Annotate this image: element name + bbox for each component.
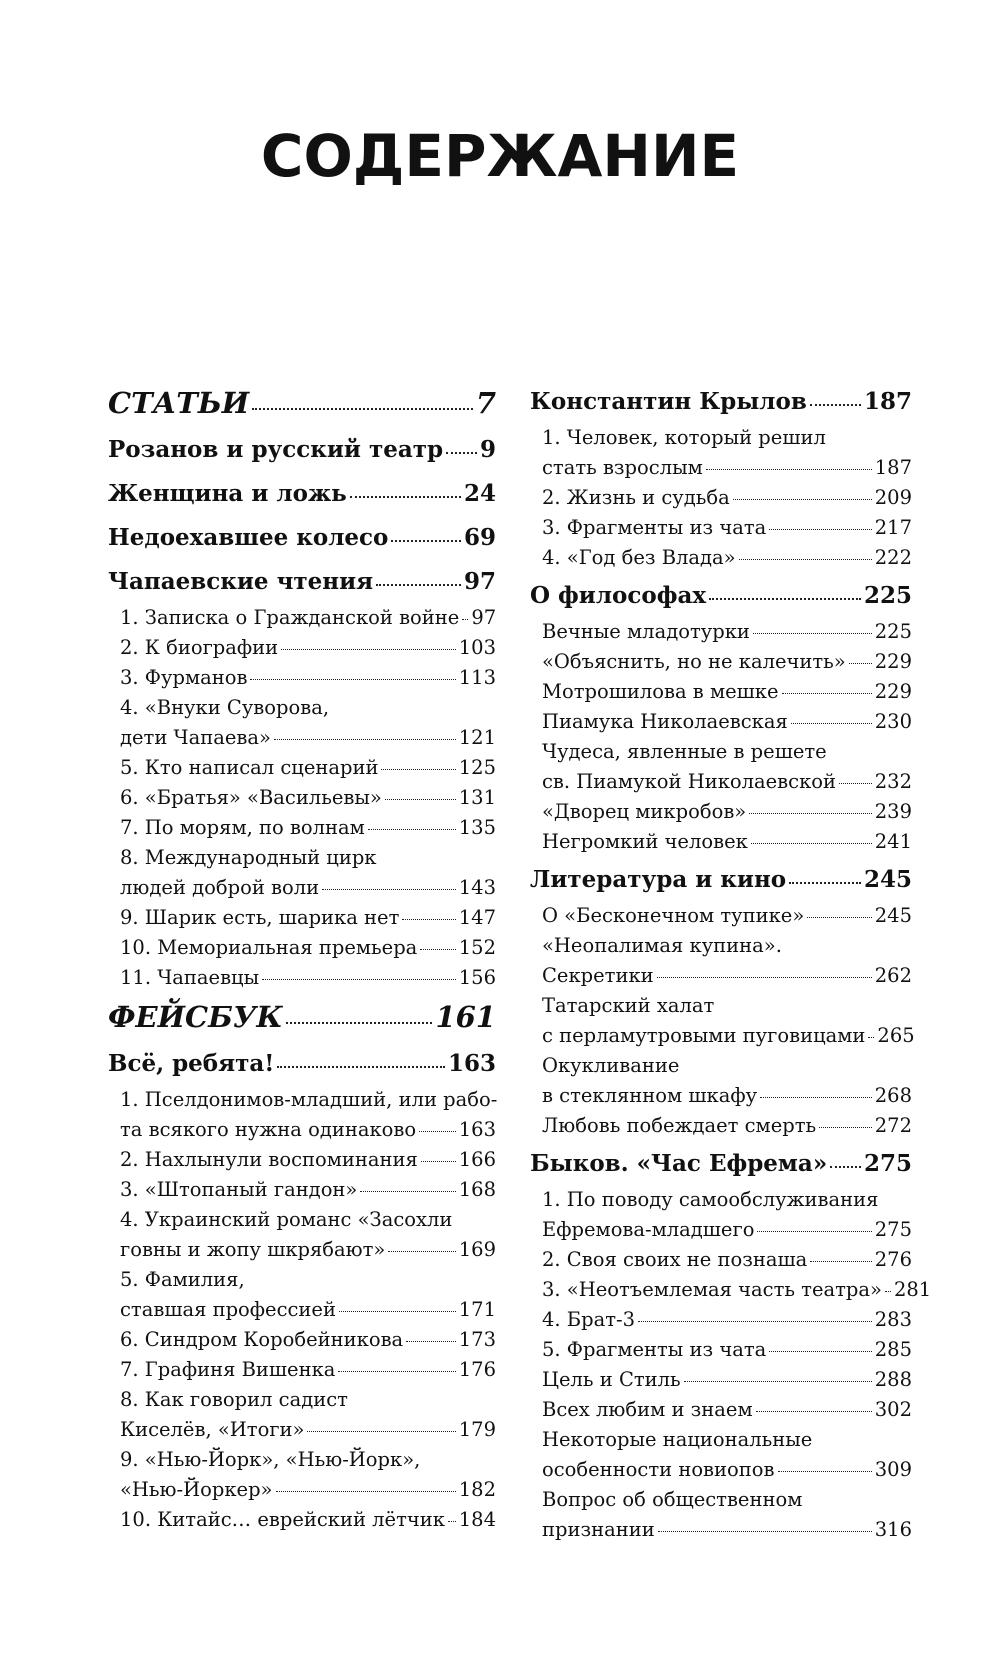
toc-entry[interactable] [108, 846, 496, 906]
dot-leader [769, 529, 871, 530]
entry-row [530, 1458, 912, 1488]
entry-title-line: 3. Фурманов [120, 666, 248, 689]
dot-leader [749, 813, 872, 814]
entry-title-line: 3. Фрагменты из чата [542, 516, 767, 539]
entry-title-line: 1. Пселдонимов-младший, или рабо- [120, 1088, 498, 1111]
dot-leader [421, 1161, 456, 1162]
entry-title-line: признании [542, 1518, 655, 1541]
page-number: 187 [874, 456, 912, 479]
entry-title-line: 2. К биографии [120, 636, 279, 659]
toc-entry[interactable] [530, 710, 912, 740]
page-number: 169 [458, 1238, 496, 1261]
toc-entry[interactable] [530, 1248, 912, 1278]
dot-leader [810, 404, 861, 406]
entry-row [530, 1024, 915, 1054]
toc-entry[interactable] [530, 1308, 912, 1338]
entry-title-line: 3. «Неотъемлемая часть театра» [542, 1278, 882, 1301]
page-number: 302 [874, 1398, 912, 1421]
dot-leader [307, 1431, 455, 1432]
entry-title-line: 9. «Нью-Йорк», «Нью-Йорк», [120, 1448, 421, 1471]
dot-leader [252, 408, 473, 410]
entry-title-line: Негромкий человек [542, 830, 748, 853]
toc-entry[interactable] [530, 680, 912, 710]
dot-leader [419, 1131, 456, 1132]
entry-row [530, 770, 912, 800]
toc-entry[interactable] [530, 1368, 912, 1398]
toc-entry[interactable] [530, 486, 912, 516]
entry-title: О философах [530, 582, 707, 609]
toc-entry[interactable] [530, 1188, 912, 1248]
entry-title-line: с перламутровыми пуговицами [542, 1024, 866, 1047]
page-number: 229 [874, 650, 912, 673]
toc-heading[interactable] [530, 388, 912, 426]
dot-leader [368, 829, 456, 830]
entry-title-line: 8. Как говорил садист [120, 1388, 348, 1411]
dot-leader [819, 1127, 872, 1128]
entry-row [108, 906, 496, 936]
entry-title-line: 2. Нахлынули воспоминания [120, 1148, 418, 1171]
entry-row [108, 1478, 496, 1508]
entry-title-line: 3. «Штопаный гандон» [120, 1178, 358, 1201]
dot-leader [638, 1321, 872, 1322]
toc-entry[interactable] [530, 1398, 912, 1428]
toc-entry[interactable] [530, 650, 912, 680]
toc-entry[interactable] [108, 636, 496, 666]
toc-entry[interactable] [108, 1268, 496, 1328]
dot-leader [462, 619, 468, 620]
entry-row [108, 786, 496, 816]
entry-row [108, 816, 496, 846]
entry-title-line: 8. Международный цирк [120, 846, 377, 869]
dot-leader [810, 1261, 872, 1262]
entry-row [530, 1278, 932, 1308]
entry-row [108, 726, 496, 756]
entry-row [530, 904, 912, 934]
dot-leader [286, 1022, 433, 1024]
dot-leader [658, 1531, 872, 1532]
entry-row [108, 936, 496, 966]
entry-row [108, 1328, 496, 1358]
toc-left-column [108, 382, 496, 1538]
entry-title-line: стать взрослым [542, 456, 703, 479]
page-number: 275 [863, 1150, 912, 1177]
entry-title: Недоехавшее колесо [108, 524, 389, 551]
entry-title-line: 4. Украинский романс «Засохли [120, 1208, 453, 1231]
dot-leader [446, 452, 477, 454]
page-number: 125 [458, 756, 496, 779]
dot-leader [782, 693, 872, 694]
page-number: 166 [458, 1148, 496, 1171]
entry-row [530, 1338, 912, 1368]
entry-row [530, 1084, 912, 1114]
entry-title-line: Всех любим и знаем [542, 1398, 753, 1421]
entry-title-line: 4. «Год без Влада» [542, 546, 736, 569]
entry-title-line: 1. По поводу самообслуживания [542, 1188, 879, 1211]
page-number: 161 [435, 1000, 496, 1034]
dot-leader [391, 540, 461, 542]
page-number: 179 [458, 1418, 496, 1441]
dot-leader [709, 598, 861, 600]
entry-title-line: в стеклянном шкафу [542, 1084, 758, 1107]
page-title: СОДЕРЖАНИЕ [260, 122, 740, 190]
dot-leader [849, 663, 872, 664]
entry-row [108, 1178, 496, 1208]
toc-entry[interactable] [108, 906, 496, 936]
entry-row [530, 1368, 912, 1398]
dot-leader [733, 499, 872, 500]
dot-leader [757, 1231, 871, 1232]
entry-title-line: 5. Кто написал сценарий [120, 756, 379, 779]
page-number: 97 [463, 568, 496, 595]
toc-entry[interactable] [530, 426, 912, 486]
toc-entry[interactable] [530, 1054, 912, 1114]
dot-leader [778, 1471, 872, 1472]
entry-title-line: 2. Своя своих не познаша [542, 1248, 808, 1271]
dot-leader [885, 1291, 891, 1292]
entry-title-line: Вопрос об общественном [542, 1488, 803, 1511]
dot-leader [322, 889, 456, 890]
toc-entry[interactable] [530, 516, 912, 546]
entry-row [108, 636, 496, 666]
toc-entry[interactable] [530, 830, 912, 860]
page-number: 176 [458, 1358, 496, 1381]
entry-title-line: св. Пиамукой Николаевской [542, 770, 836, 793]
toc-entry[interactable] [108, 966, 496, 996]
page-number: 147 [458, 906, 496, 929]
entry-title-line: 7. Графиня Вишенка [120, 1358, 336, 1381]
page-number: 232 [874, 770, 912, 793]
entry-title-line: Цель и Стиль [542, 1368, 681, 1391]
dot-leader [769, 1351, 871, 1352]
page-number: 171 [458, 1298, 496, 1321]
entry-row [108, 1358, 496, 1388]
toc-heading[interactable] [530, 1150, 912, 1188]
page-number: 182 [458, 1478, 496, 1501]
dot-leader [376, 584, 461, 586]
entry-row [530, 680, 912, 710]
entry-title-line: дети Чапаева» [120, 726, 271, 749]
entry-title: Литература и кино [530, 866, 787, 893]
toc-heading[interactable] [108, 480, 496, 518]
toc-entry[interactable] [108, 1328, 496, 1358]
page-number: 163 [458, 1118, 496, 1141]
entry-row [108, 1118, 496, 1148]
entry-title-line: ставшая профессией [120, 1298, 336, 1321]
entry-title-line: 10. Китайс… еврейский лётчик [120, 1508, 445, 1531]
entry-title-line: Любовь побеждает смерть [542, 1114, 817, 1137]
page-number: 9 [479, 436, 496, 463]
entry-title-line: Вечные младотурки [542, 620, 750, 643]
entry-row [108, 1508, 496, 1538]
dot-leader [739, 559, 872, 560]
entry-row [530, 1114, 912, 1144]
toc-entry[interactable] [108, 1448, 496, 1508]
page-number: 173 [458, 1328, 496, 1351]
entry-title-line: «Нью-Йоркер» [120, 1478, 273, 1501]
entry-title: Чапаевские чтения [108, 568, 374, 595]
page-number: 229 [874, 680, 912, 703]
entry-title-line: 6. «Братья» «Васильевы» [120, 786, 382, 809]
page-number: 241 [874, 830, 912, 853]
entry-title-line: 1. Записка о Гражданской войне [120, 606, 460, 629]
toc-right-column [530, 382, 932, 1548]
page-number: 168 [458, 1178, 496, 1201]
dot-leader [339, 1311, 456, 1312]
page-number: 272 [874, 1114, 912, 1137]
entry-row [108, 1418, 496, 1448]
page-number: 268 [874, 1084, 912, 1107]
entry-title: Розанов и русский театр [108, 436, 444, 463]
entry-title-line: 9. Шарик есть, шарика нет [120, 906, 400, 929]
toc-entry[interactable] [108, 756, 496, 786]
dot-leader [381, 769, 455, 770]
dot-leader [448, 1521, 456, 1522]
entry-row [108, 666, 496, 696]
dot-leader [350, 496, 461, 498]
entry-title-line: «Объяснить, но не калечить» [542, 650, 846, 673]
entry-title-line: 4. «Внуки Суворова, [120, 696, 330, 719]
dot-leader [753, 633, 872, 634]
entry-title: Константин Крылов [530, 388, 807, 415]
toc-entry[interactable] [108, 1088, 496, 1148]
toc-entry[interactable] [530, 994, 915, 1054]
toc-entry[interactable] [108, 936, 496, 966]
page-number: 135 [458, 816, 496, 839]
entry-row [108, 966, 496, 996]
page-number: 69 [463, 524, 496, 551]
entry-title-line: 7. По морям, по волнам [120, 816, 365, 839]
page-number: 184 [458, 1508, 496, 1531]
entry-title-line: людей доброй воли [120, 876, 320, 899]
dot-leader [262, 979, 456, 980]
toc-section[interactable] [108, 386, 496, 430]
toc-heading[interactable] [108, 524, 496, 562]
page-number: 316 [874, 1518, 912, 1541]
page-number: 7 [475, 386, 496, 420]
page-number: 281 [893, 1278, 932, 1301]
page-number: 131 [458, 786, 496, 809]
dot-leader [274, 739, 456, 740]
page-number: 262 [874, 964, 912, 987]
dot-leader [807, 917, 871, 918]
entry-row [108, 1298, 496, 1328]
toc-entry[interactable] [530, 800, 912, 830]
entry-row [530, 650, 912, 680]
entry-title-line: Секретики [542, 964, 654, 987]
page-number: 103 [458, 636, 496, 659]
page-number: 187 [863, 388, 912, 415]
dot-leader [657, 977, 872, 978]
toc-entry[interactable] [530, 740, 912, 800]
toc-heading[interactable] [530, 582, 912, 620]
dot-leader [791, 723, 872, 724]
dot-leader [360, 1191, 455, 1192]
dot-leader [789, 882, 861, 884]
entry-row [530, 1218, 912, 1248]
page-number: 24 [463, 480, 496, 507]
entry-title-line: говны и жопу шкрябают» [120, 1238, 386, 1261]
entry-row [108, 1238, 496, 1268]
page-number: 225 [863, 582, 912, 609]
toc-heading[interactable] [108, 568, 496, 606]
entry-row [530, 1308, 912, 1338]
entry-title-line: Некоторые национальные [542, 1428, 813, 1451]
dot-leader [868, 1037, 874, 1038]
page-number: 245 [874, 904, 912, 927]
dot-leader [277, 1066, 445, 1068]
toc-entry[interactable] [530, 1488, 912, 1548]
entry-title-line: 2. Жизнь и судьба [542, 486, 730, 509]
entry-row [530, 546, 912, 576]
toc-entry[interactable] [530, 1428, 912, 1488]
page-number: 239 [874, 800, 912, 823]
page-number: 275 [874, 1218, 912, 1241]
entry-row [108, 876, 496, 906]
entry-row [530, 1248, 912, 1278]
page-number: 230 [874, 710, 912, 733]
toc-entry[interactable] [108, 606, 496, 636]
entry-title-line: Киселёв, «Итоги» [120, 1418, 305, 1441]
entry-row [530, 800, 912, 830]
dot-leader [706, 469, 872, 470]
page-number: 217 [874, 516, 912, 539]
entry-title-line: 6. Синдром Коробейникова [120, 1328, 404, 1351]
toc-entry[interactable] [108, 816, 496, 846]
toc-entry[interactable] [530, 1338, 912, 1368]
page-number: 288 [874, 1368, 912, 1391]
entry-title: Быков. «Час Ефрема» [530, 1150, 828, 1177]
toc-entry[interactable] [108, 1388, 496, 1448]
toc-entry[interactable] [530, 934, 912, 994]
dot-leader [420, 949, 455, 950]
toc-entry[interactable] [530, 1114, 912, 1144]
page-number: 283 [874, 1308, 912, 1331]
dot-leader [402, 919, 455, 920]
entry-title: Всё, ребята! [108, 1050, 275, 1077]
page-number: 113 [458, 666, 496, 689]
toc-heading[interactable] [108, 436, 496, 474]
toc-heading[interactable] [108, 1050, 496, 1088]
entry-title-line: особенности новиопов [542, 1458, 775, 1481]
entry-title-line: 4. Брат-3 [542, 1308, 636, 1331]
entry-title: СТАТЬИ [108, 386, 250, 420]
entry-title-line: Пиамука Николаевская [542, 710, 788, 733]
toc-entry[interactable] [108, 1358, 496, 1388]
toc-entry[interactable] [108, 786, 496, 816]
toc-entry[interactable] [530, 1278, 932, 1308]
toc-entry[interactable] [108, 1208, 496, 1268]
page-number: 285 [874, 1338, 912, 1361]
entry-title-line: 5. Фамилия, [120, 1268, 245, 1291]
dot-leader [760, 1097, 872, 1098]
toc-entry[interactable] [108, 666, 496, 696]
page-number: 209 [874, 486, 912, 509]
entry-title: ФЕЙСБУК [108, 1000, 283, 1034]
dot-leader [751, 843, 872, 844]
page-number: 222 [874, 546, 912, 569]
entry-row [530, 620, 912, 650]
entry-title-line: Мотрошилова в мешке [542, 680, 779, 703]
entry-row [530, 710, 912, 740]
page-number: 143 [458, 876, 496, 899]
dot-leader [684, 1381, 872, 1382]
toc-entry[interactable] [530, 546, 912, 576]
page-number: 276 [874, 1248, 912, 1271]
dot-leader [830, 1166, 861, 1168]
toc-entry[interactable] [108, 1178, 496, 1208]
toc-entry[interactable] [530, 904, 912, 934]
toc-heading[interactable] [530, 866, 912, 904]
entry-title-line: Ефремова-младшего [542, 1218, 755, 1241]
entry-row [530, 830, 912, 860]
toc-entry[interactable] [530, 620, 912, 650]
entry-row [530, 516, 912, 546]
entry-row [530, 1398, 912, 1428]
toc-entry[interactable] [108, 696, 496, 756]
entry-title-line: 11. Чапаевцы [120, 966, 260, 989]
entry-title-line: 10. Мемориальная премьера [120, 936, 418, 959]
page-number: 225 [874, 620, 912, 643]
entry-title-line: та всякого нужна одинаково [120, 1118, 417, 1141]
dot-leader [756, 1411, 872, 1412]
dot-leader [839, 783, 872, 784]
page-number: 156 [458, 966, 496, 989]
page-number: 245 [863, 866, 912, 893]
entry-row [108, 606, 496, 636]
entry-row [530, 456, 912, 486]
dot-leader [250, 679, 455, 680]
dot-leader [338, 1371, 455, 1372]
entry-row [530, 1518, 912, 1548]
page-number: 121 [458, 726, 496, 749]
entry-row [530, 486, 912, 516]
page-number: 97 [471, 606, 497, 629]
page-number: 309 [874, 1458, 912, 1481]
entry-title-line: Чудеса, явленные в решете [542, 740, 827, 763]
entry-title-line: 1. Человек, который решил [542, 426, 826, 449]
entry-title-line: «Неопалимая купина». [542, 934, 782, 957]
toc-section[interactable] [108, 1000, 496, 1044]
entry-title: Женщина и ложь [108, 480, 347, 507]
page-number: 163 [447, 1050, 496, 1077]
entry-title-line: «Дворец микробов» [542, 800, 747, 823]
entry-title-line: Татарский халат [542, 994, 715, 1017]
entry-title-line: Окукливание [542, 1054, 680, 1077]
entry-row [108, 1148, 496, 1178]
dot-leader [276, 1491, 456, 1492]
dot-leader [385, 799, 456, 800]
entry-title-line: 5. Фрагменты из чата [542, 1338, 767, 1361]
page-number: 265 [877, 1024, 915, 1047]
dot-leader [388, 1251, 455, 1252]
page-number: 152 [458, 936, 496, 959]
dot-leader [406, 1341, 456, 1342]
entry-title-line: О «Бесконечном тупике» [542, 904, 805, 927]
entry-row [530, 964, 912, 994]
entry-row [108, 756, 496, 786]
toc-entry[interactable] [108, 1508, 496, 1538]
toc-entry[interactable] [108, 1148, 496, 1178]
dot-leader [281, 649, 456, 650]
